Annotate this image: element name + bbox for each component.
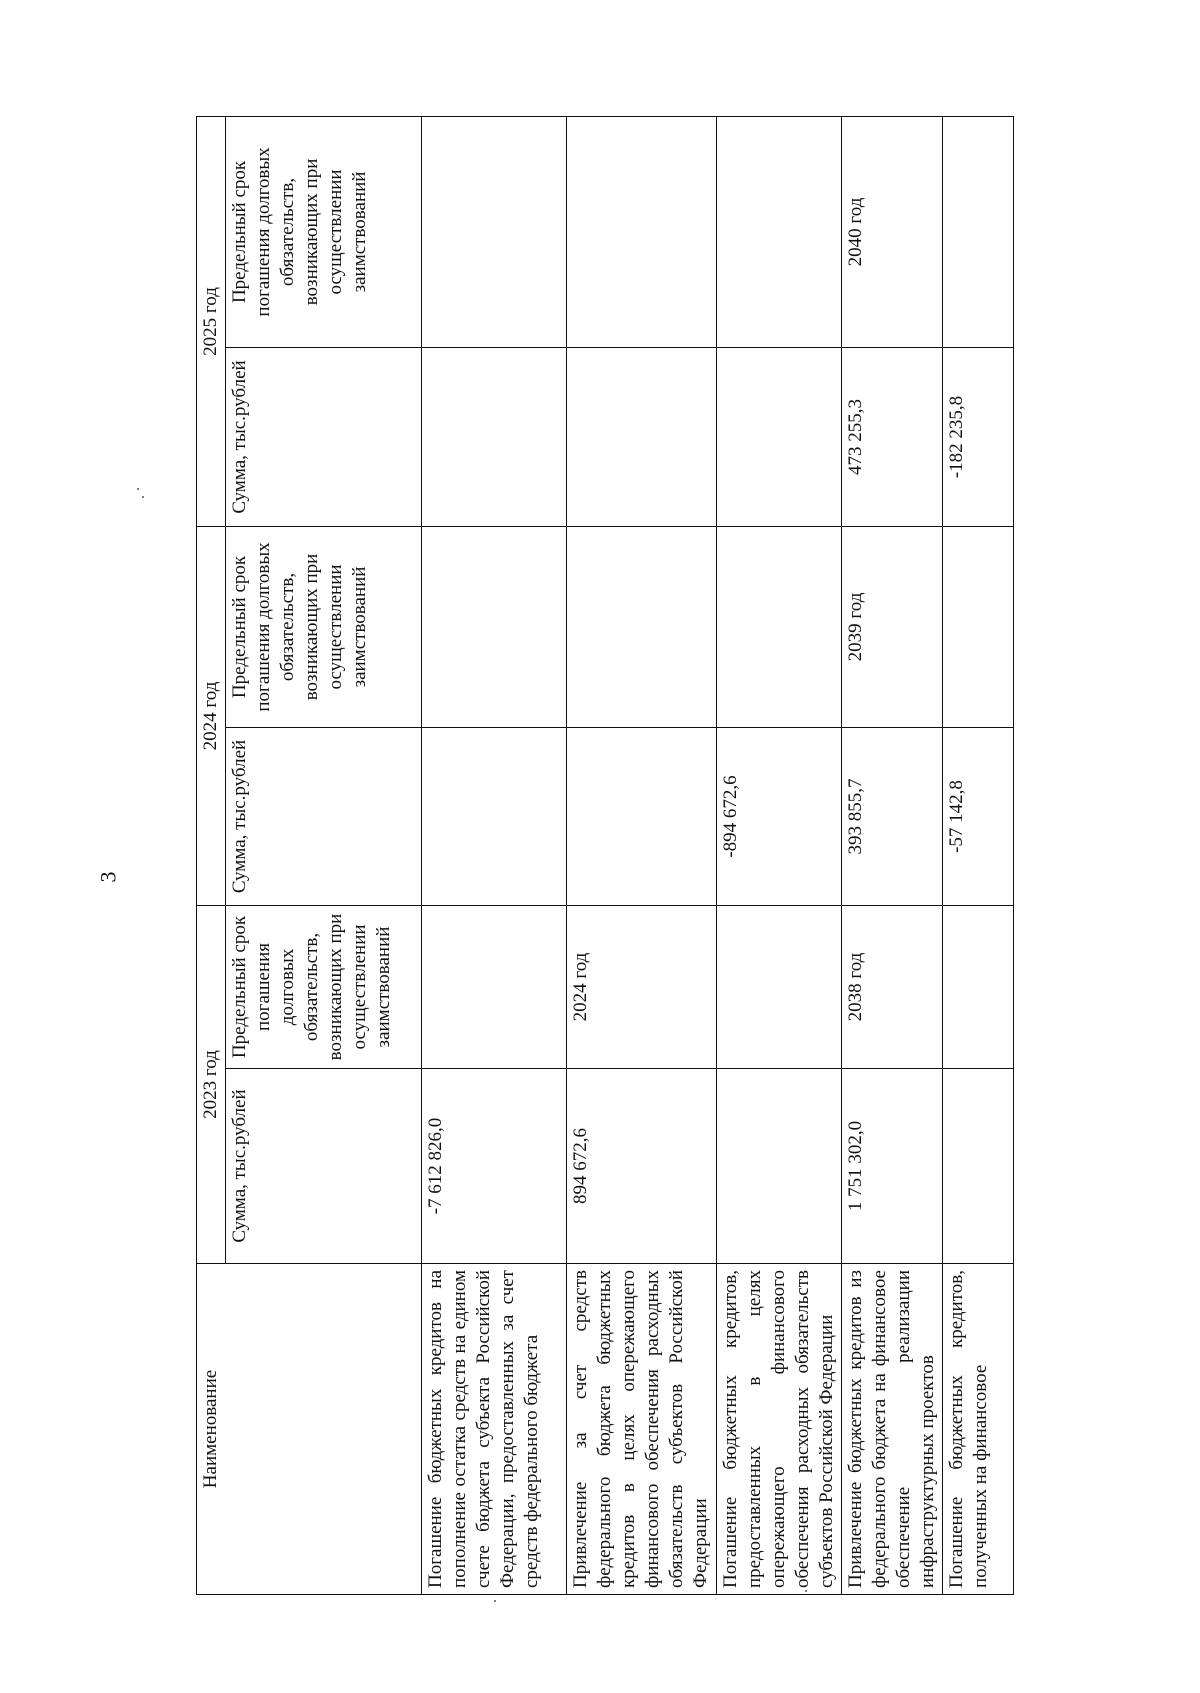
header-amount-2025: Сумма, тыс.рублей bbox=[226, 347, 422, 526]
cell-term-2023 bbox=[943, 905, 1014, 1068]
cell-term-2023: 2038 год bbox=[842, 905, 943, 1068]
header-year-2025: 2025 год bbox=[197, 116, 226, 526]
header-term-2025: Предельный срок погашения долговых обязательств, возникающих при осуществлении заимствований bbox=[226, 116, 422, 347]
cell-amount-2023 bbox=[943, 1069, 1014, 1264]
cell-term-2025 bbox=[943, 116, 1014, 347]
cell-amount-2024 bbox=[422, 727, 567, 905]
cell-amount-2023 bbox=[717, 1069, 842, 1264]
cell-term-2024 bbox=[943, 526, 1014, 727]
cell-amount-2023: 894 672,6 bbox=[567, 1069, 717, 1264]
cell-term-2023 bbox=[422, 905, 567, 1068]
header-year-2023: 2023 год bbox=[197, 905, 226, 1263]
row-name: Погашение бюджетных кредитов на пополнение остатка средств на едином счете бюджета субъекта Российской Федерации, предоставленных за счет средств федерального бюджета bbox=[422, 1264, 567, 1595]
scan-speck: . bbox=[131, 495, 148, 499]
cell-amount-2023: 1 751 302,0 bbox=[842, 1069, 943, 1264]
header-term-2023: Предельный срок погашения долговых обязательств, возникающих при осуществлении заимствований bbox=[226, 905, 422, 1068]
cell-term-2025 bbox=[717, 116, 842, 347]
cell-amount-2025: 473 255,3 bbox=[842, 347, 943, 526]
scan-speck: . bbox=[483, 1599, 500, 1603]
cell-amount-2024: -57 142,8 bbox=[943, 727, 1014, 905]
cell-term-2024 bbox=[422, 526, 567, 727]
cell-amount-2023: -7 612 826,0 bbox=[422, 1069, 567, 1264]
cell-amount-2024 bbox=[567, 727, 717, 905]
rotated-table-wrapper bbox=[196, 117, 1002, 1595]
cell-amount-2025 bbox=[567, 347, 717, 526]
header-amount-2024: Сумма, тыс.рублей bbox=[226, 727, 422, 905]
cell-term-2025 bbox=[567, 116, 717, 347]
cell-term-2025 bbox=[422, 116, 567, 347]
cell-amount-2025 bbox=[717, 347, 842, 526]
page-number: 3 bbox=[95, 871, 121, 883]
cell-term-2023: 2024 год bbox=[567, 905, 717, 1068]
cell-term-2024 bbox=[717, 526, 842, 727]
row-name: Привлечение за счет средств федерального бюджета бюджетных кредитов в целях опережающего финансового обеспечения расходных обязательств субъектов Российской Федерации bbox=[567, 1264, 717, 1595]
table-row bbox=[567, 116, 717, 1594]
header-year-2024: 2024 год bbox=[197, 526, 226, 905]
cell-amount-2024: -894 672,6 bbox=[717, 727, 842, 905]
table-row bbox=[717, 116, 842, 1594]
scan-speck: · bbox=[798, 1588, 816, 1594]
header-amount-2023: Сумма, тыс.рублей bbox=[226, 1069, 422, 1264]
header-term-2024: Предельный срок погашения долговых обязательств, возникающих при осуществлении заимствований bbox=[226, 526, 422, 727]
cell-term-2024: 2039 год bbox=[842, 526, 943, 727]
table-row bbox=[422, 116, 567, 1594]
cell-term-2023 bbox=[717, 905, 842, 1068]
row-name: Погашение бюджетных кредитов, полученных на финансовое bbox=[943, 1264, 1014, 1595]
row-name: Погашение бюджетных кредитов, предоставленных в целях опережающего финансового обеспечения расходных обязательств субъектов Российской Федерации bbox=[717, 1264, 842, 1595]
header-name: Наименование bbox=[197, 1264, 422, 1595]
cell-amount-2024: 393 855,7 bbox=[842, 727, 943, 905]
scan-speck: . bbox=[126, 487, 143, 491]
table-row bbox=[943, 116, 1014, 1594]
cell-amount-2025 bbox=[422, 347, 567, 526]
cell-term-2024 bbox=[567, 526, 717, 727]
table-row bbox=[842, 116, 943, 1594]
budget-borrowing-table bbox=[196, 116, 1014, 1595]
row-name: Привлечение бюджетных кредитов из федерального бюджета на финансовое обеспечение реализации инфраструктурных проектов bbox=[842, 1264, 943, 1595]
cell-amount-2025: -182 235,8 bbox=[943, 347, 1014, 526]
cell-term-2025: 2040 год bbox=[842, 116, 943, 347]
